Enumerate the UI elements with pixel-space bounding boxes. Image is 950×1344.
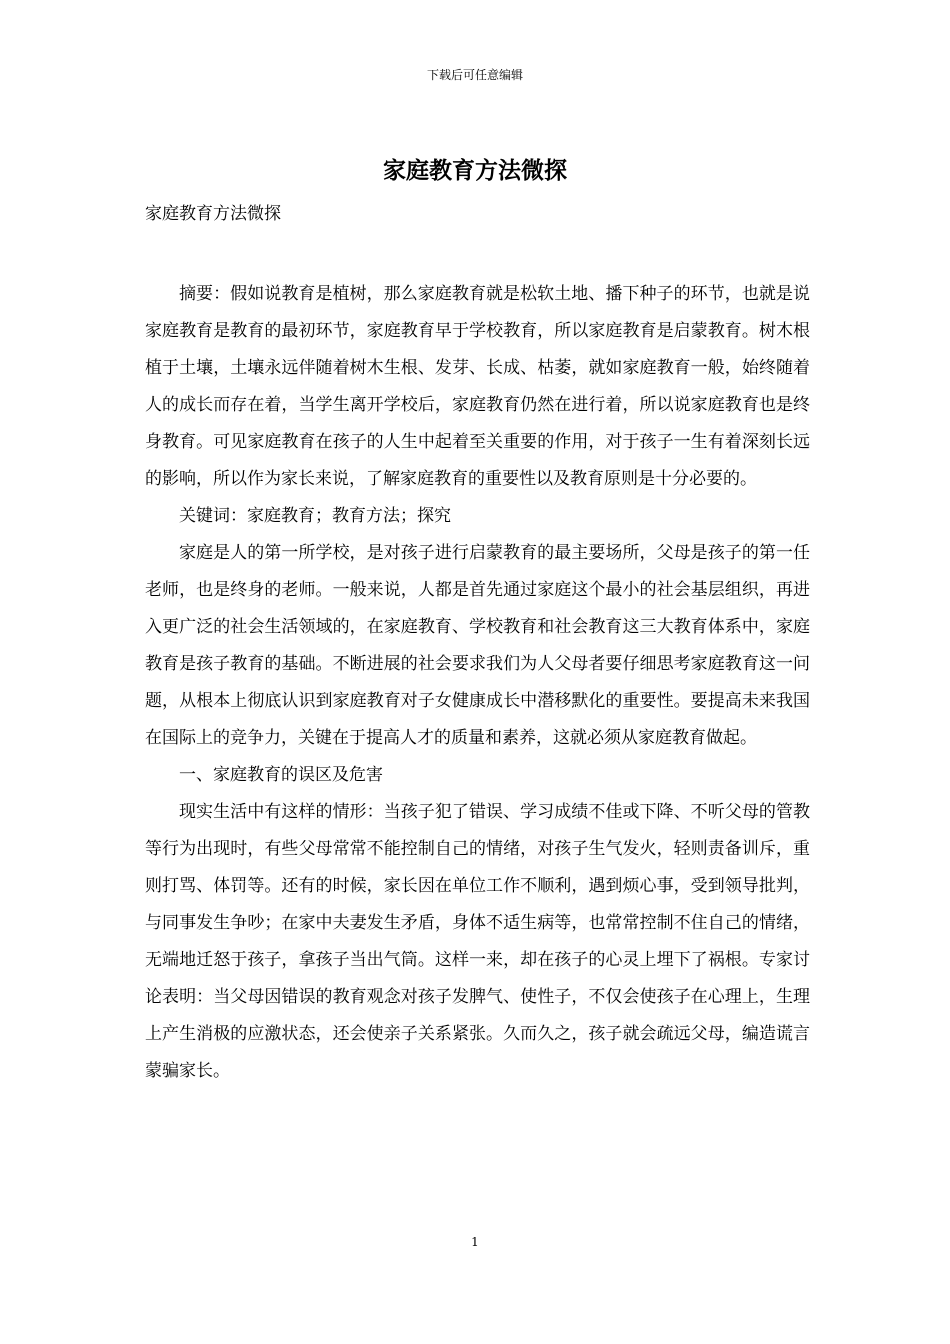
section-heading: 一、家庭教育的误区及危害 bbox=[179, 765, 383, 785]
abstract-paragraph: 摘要：假如说教育是植树，那么家庭教育就是松软土地、播下种子的环节，也就是说家庭教育是教育的最初环节，家庭教育早于学校教育，所以家庭教育是启蒙教育。树木根植于土壤，土壤永远伴随着树木生根、发芽、长成、枯萎，就如家庭教育一般，始终随着人的成长而存在着，当学生离开学校后，家庭教育仍然在进行着，所以说家庭教育也是终身教育。可见家庭教育在孩子的人生中起着至关重要的作用，对于孩子一生有着深刻长远的影响，所以作为家长来说，了解家庭教育的重要性以及教育原则是十分必要的。 bbox=[145, 284, 810, 489]
page-number: 1 bbox=[471, 1235, 479, 1249]
section-paragraph: 现实生活中有这样的情形：当孩子犯了错误、学习成绩不佳或下降、不听父母的管教等行为出现时，有些父母常常不能控制自己的情绪，对孩子生气发火，轻则责备训斥，重则打骂、体罚等。还有的时候，家长因在单位工作不顺利，遇到烦心事，受到领导批判，与同事发生争吵；在家中夫妻发生矛盾，身体不适生病等，也常常控制不住自己的情绪，无端地迁怒于孩子，拿孩子当出气筒。这样一来，却在孩子的心灵上埋下了祸根。专家讨论表明：当父母因错误的教育观念对孩子发脾气、使性子，不仅会使孩子在心理上，生理上产生消极的应激状态，还会使亲子关系紧张。久而久之，孩子就会疏远父母，编造谎言蒙骗家长。 bbox=[145, 802, 810, 1081]
header-note: 下载后可任意编辑 bbox=[426, 68, 523, 82]
document-title: 家庭教育方法微探 bbox=[383, 157, 567, 184]
document-body bbox=[145, 276, 810, 1090]
keywords-paragraph: 关键词：家庭教育；教育方法；探究 bbox=[179, 506, 451, 526]
introduction-paragraph: 家庭是人的第一所学校，是对孩子进行启蒙教育的最主要场所，父母是孩子的第一任老师，也是终身的老师。一般来说，人都是首先通过家庭这个最小的社会基层组织，再进入更广泛的社会生活领域的，在家庭教育、学校教育和社会教育这三大教育体系中，家庭教育是孩子教育的基础。不断进展的社会要求我们为人父母者要仔细思考家庭教育这一问题，从根本上彻底认识到家庭教育对子女健康成长中潜移默化的重要性。要提高未来我国在国际上的竞争力，关键在于提高人才的质量和素养，这就必须从家庭教育做起。 bbox=[145, 543, 810, 748]
document-subtitle: 家庭教育方法微探 bbox=[145, 204, 281, 224]
